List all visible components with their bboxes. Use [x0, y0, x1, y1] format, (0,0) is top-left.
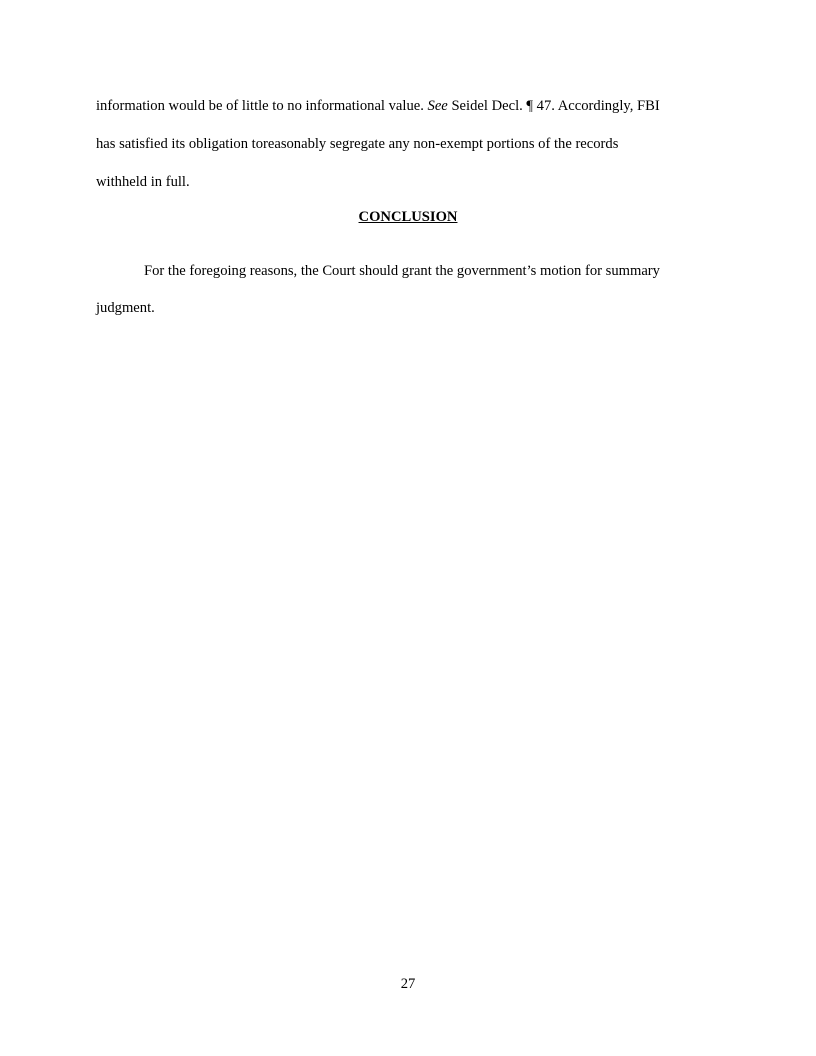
body-text-line: has satisfied its obligation toreasonably segregate any non-exempt portions of the records: [96, 136, 619, 152]
page-number: 27: [400, 976, 416, 992]
text-segment: Seidel Decl. ¶ 47. Accordingly, FBI: [447, 98, 660, 114]
section-heading: CONCLUSION: [358, 209, 458, 225]
body-text-line: For the foregoing reasons, the Court should grant the government’s motion for summary: [144, 263, 660, 279]
body-text-line: [96, 97, 660, 115]
body-text-line: withheld in full.: [96, 174, 190, 190]
text-segment: information would be of little to no informational value.: [96, 98, 428, 114]
body-text-line: judgment.: [96, 300, 155, 316]
citation-signal: See: [427, 98, 448, 114]
